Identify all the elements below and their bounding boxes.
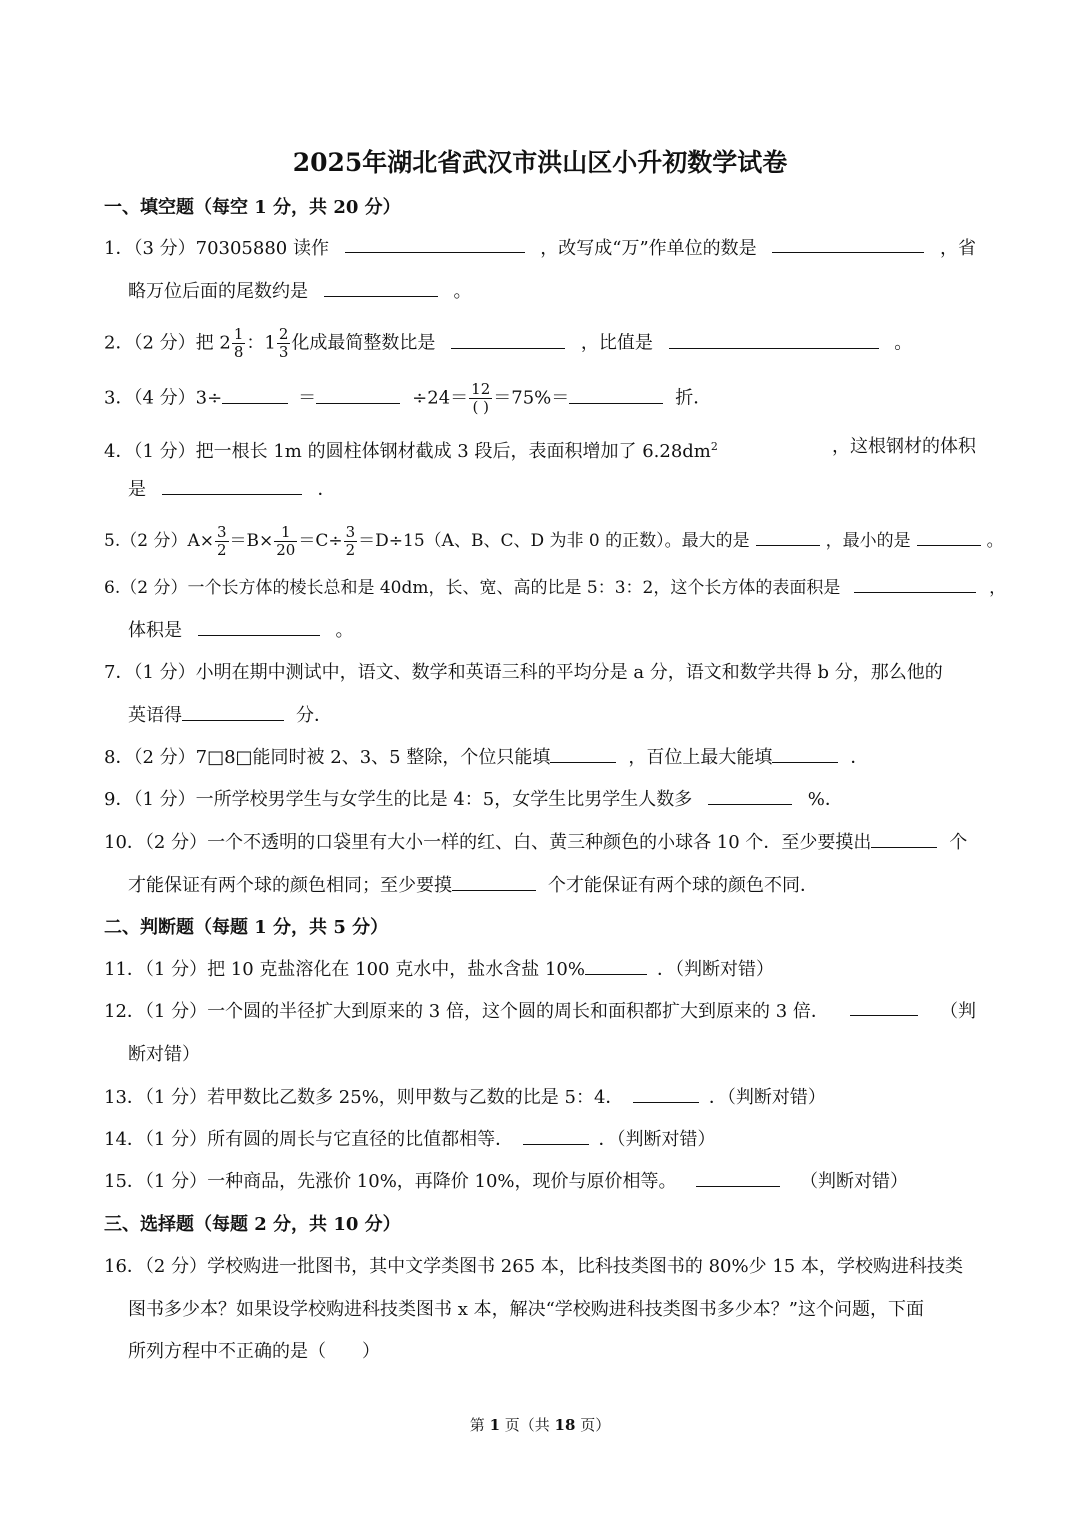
question-16: 16．（2 分）学校购进一批图书，其中文学类图书 265 本，比科技类图书的 80%少 15 本，学校购进科技类 bbox=[104, 1256, 963, 1277]
question-1-cont: 略万位后面的尾数约是 。 bbox=[128, 277, 976, 307]
answer-blank[interactable] bbox=[523, 1126, 589, 1145]
answer-blank[interactable] bbox=[669, 330, 879, 349]
answer-blank[interactable] bbox=[708, 786, 792, 805]
fraction: $\frac{3}{2}$ bbox=[216, 523, 227, 559]
answer-blank[interactable] bbox=[198, 617, 320, 636]
question-4: 4．（1 分）把一根长 1m 的圆柱体钢材截成 3 段后，表面积增加了 $6.28dm^2$ ，这根钢材的体积 bbox=[104, 436, 976, 462]
answer-blank[interactable] bbox=[550, 744, 616, 763]
answer-blank[interactable] bbox=[316, 385, 400, 404]
answer-blank[interactable] bbox=[162, 476, 302, 495]
question-13: 13．（1 分）若甲数比乙数多 25%，则甲数与乙数的比是 5：4． ．（判断对错） bbox=[104, 1083, 976, 1113]
question-12: 12．（1 分）一个圆的半径扩大到原来的 3 倍，这个圆的周长和面积都扩大到原来的 3 倍． （判 bbox=[104, 997, 976, 1027]
question-5: 5.（2 分）A× $\frac{3}{2}$ ＝B× $\frac{1}{20}$ ＝C÷ $\frac{3}{2}$ ＝D÷15（A、B、C、D 为非 0 的正数）。最大的是 ，最小的是 。 bbox=[104, 523, 1004, 559]
fraction: $\frac{12}{( )}$ bbox=[471, 380, 491, 416]
answer-blank[interactable] bbox=[345, 234, 525, 253]
question-7-cont: 英语得 分． bbox=[128, 701, 976, 731]
page-footer: 第 1 页（共 18 页） bbox=[469, 1416, 611, 1434]
question-8: 8．（2 分）7□8□能同时被 2、3、5 整除，个位只能填 ，百位上最大能填 ． bbox=[104, 743, 976, 773]
question-11: 11．（1 分）把 10 克盐溶化在 100 克水中，盐水含盐 10% ．（判断对错） bbox=[104, 955, 976, 985]
fraction: $\frac{2}{3}$ bbox=[278, 325, 289, 361]
answer-blank[interactable] bbox=[772, 234, 924, 253]
fraction: $\frac{1}{20}$ bbox=[276, 523, 296, 559]
fraction: $\frac{3}{2}$ bbox=[345, 523, 356, 559]
answer-blank[interactable] bbox=[871, 829, 937, 848]
answer-blank[interactable] bbox=[854, 574, 976, 593]
answer-blank[interactable] bbox=[585, 956, 647, 975]
question-6: 6.（2 分）一个长方体的棱长总和是 40dm，长、宽、高的比是 5：3：2，这个长方体的表面积是 ， bbox=[104, 573, 976, 603]
question-7: 7．（1 分）小明在期中测试中，语文、数学和英语三科的平均分是 a 分，语文和数学共得 b 分，那么他的 bbox=[104, 662, 943, 683]
question-9: 9．（1 分）一所学校男学生与女学生的比是 4：5，女学生比男学生人数多 %． bbox=[104, 785, 976, 815]
question-16-cont: 所列方程中不正确的是（ ） bbox=[128, 1341, 380, 1362]
page-title: 2025年湖北省武汉市洪山区小升初数学试卷 bbox=[292, 148, 788, 177]
question-2: 2．（2 分）把 2 $\frac{1}{8}$ ：1 $\frac{2}{3}$ 化成最简整数比是 ，比值是 。 bbox=[104, 325, 913, 361]
question-14: 14．（1 分）所有圆的周长与它直径的比值都相等． ．（判断对错） bbox=[104, 1125, 976, 1155]
question-10-cont: 才能保证有两个球的颜色相同；至少要摸 个才能保证有两个球的颜色不同． bbox=[128, 871, 976, 901]
answer-blank[interactable] bbox=[569, 385, 663, 404]
answer-blank[interactable] bbox=[451, 330, 565, 349]
question-10: 10．（2 分）一个不透明的口袋里有大小一样的红、白、黄三种颜色的小球各 10 个．至少要摸出 个 bbox=[104, 828, 976, 858]
question-12-cont: 断对错） bbox=[128, 1044, 200, 1065]
fraction: $\frac{1}{8}$ bbox=[233, 325, 244, 361]
answer-blank[interactable] bbox=[756, 527, 820, 546]
answer-blank[interactable] bbox=[182, 702, 284, 721]
answer-blank[interactable] bbox=[633, 1084, 699, 1103]
question-4-cont: 是 ． bbox=[128, 475, 976, 505]
question-16-cont: 图书多少本？如果设学校购进科技类图书 x 本，解决“学校购进科技类图书多少本？”这个问题，下面 bbox=[128, 1299, 924, 1320]
answer-blank[interactable] bbox=[917, 527, 981, 546]
question-6-cont: 体积是 。 bbox=[128, 616, 976, 646]
answer-blank[interactable] bbox=[222, 385, 288, 404]
question-3: 3．（4 分）3÷ ＝ ÷24＝ $\frac{12}{( )}$ ＝75%＝ 折． bbox=[104, 380, 712, 416]
section-heading-fill-in: 一、填空题（每空 1 分，共 20 分） bbox=[104, 197, 401, 218]
answer-blank[interactable] bbox=[850, 997, 918, 1016]
answer-blank[interactable] bbox=[324, 278, 438, 297]
answer-blank[interactable] bbox=[696, 1168, 780, 1187]
answer-blank[interactable] bbox=[452, 872, 536, 891]
answer-blank[interactable] bbox=[772, 744, 838, 763]
question-15: 15．（1 分）一种商品，先涨价 10%，再降价 10%，现价与原价相等。 （判断对错） bbox=[104, 1167, 976, 1197]
section-heading-true-false: 二、判断题（每题 1 分，共 5 分） bbox=[104, 917, 389, 938]
section-heading-multiple-choice: 三、选择题（每题 2 分，共 10 分） bbox=[104, 1214, 401, 1235]
question-1: 1．（3 分）70305880 读作 ，改写成“万”作单位的数是 ，省 bbox=[104, 234, 976, 264]
